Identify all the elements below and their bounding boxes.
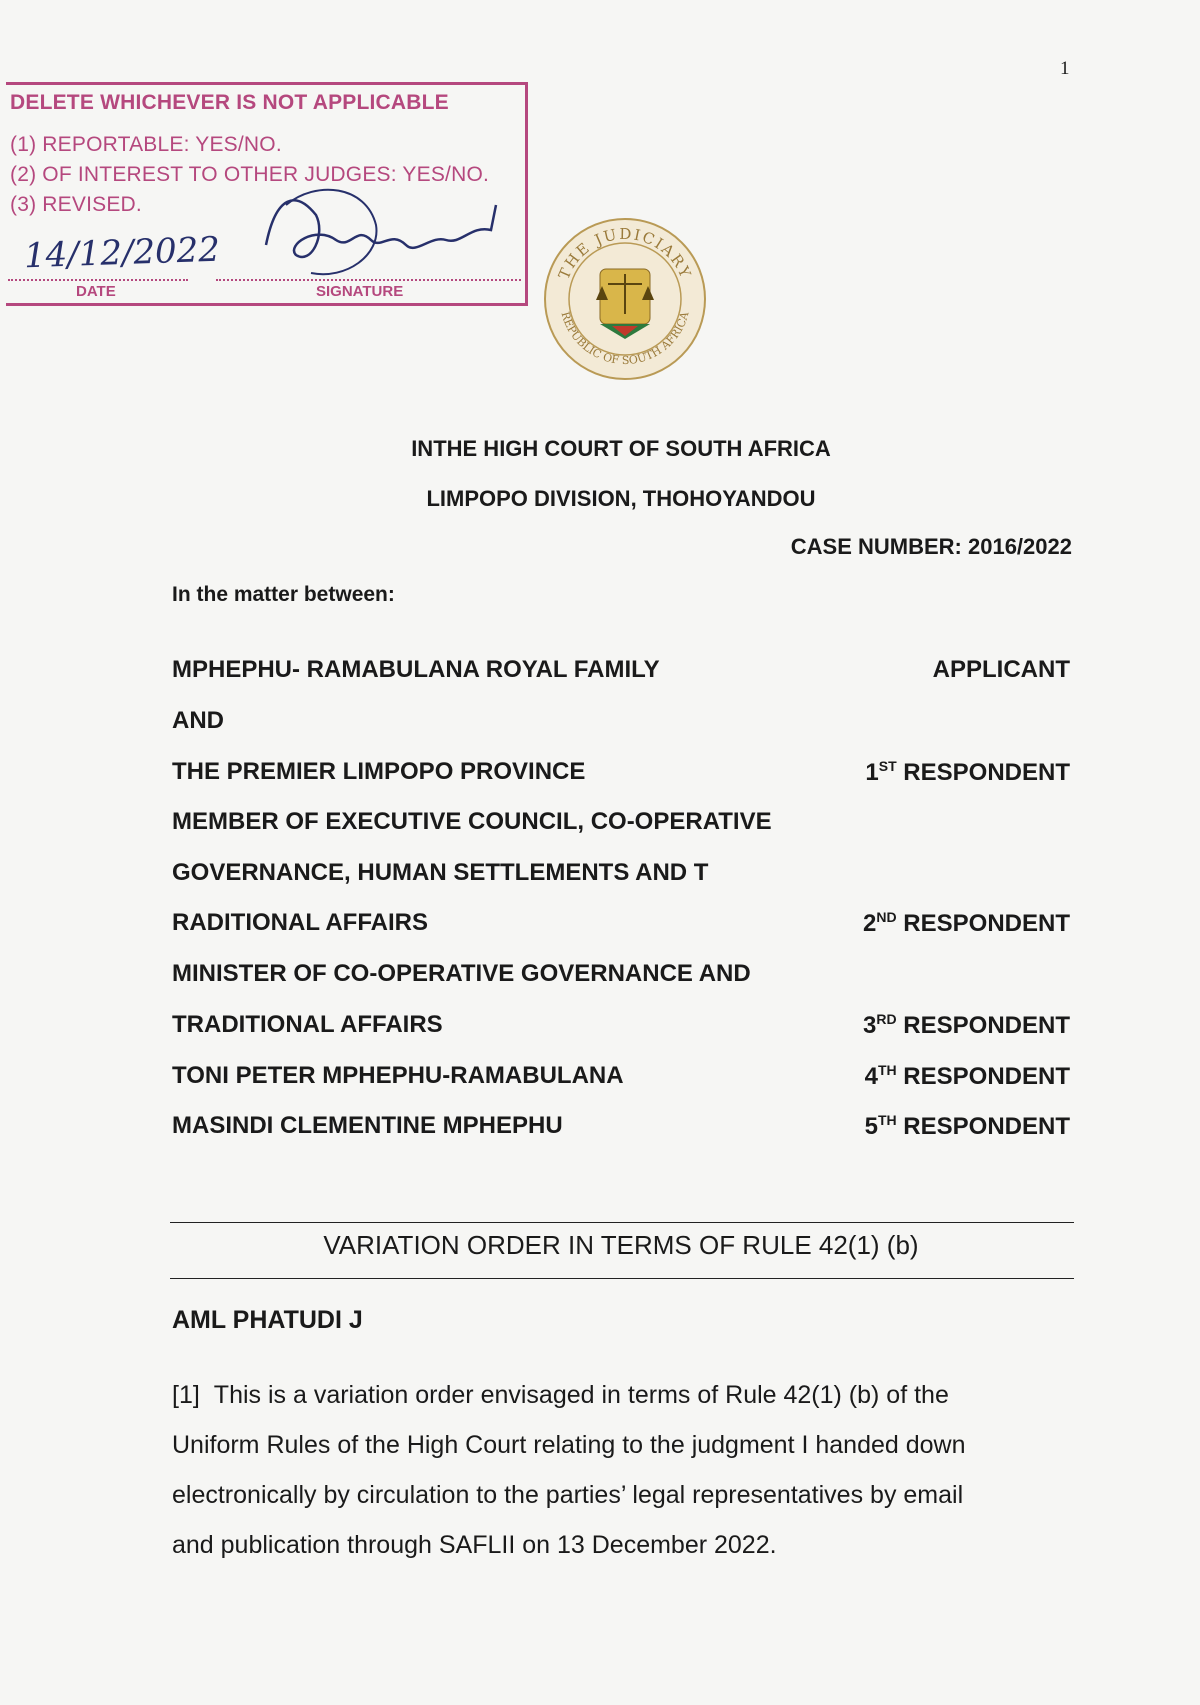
handwritten-signature	[256, 185, 516, 295]
judge-name: AML PHATUDI J	[172, 1306, 363, 1334]
judiciary-seal-icon	[540, 214, 710, 384]
respondent-2-name-line3: RADITIONAL AFFAIRS	[172, 909, 428, 936]
respondent-1-role: 1ST RESPONDENT	[865, 758, 1070, 786]
stamp-reportable: (1) REPORTABLE: YES/NO.	[10, 133, 282, 156]
stamp-signature-label: SIGNATURE	[316, 283, 404, 300]
respondent-4-name: TONI PETER MPHEPHU-RAMABULANA	[172, 1062, 624, 1089]
stamp-date-label: DATE	[76, 283, 116, 300]
court-division: LIMPOPO DIVISION, THOHOYANDOU	[426, 486, 816, 511]
applicant-role: APPLICANT	[932, 656, 1070, 683]
paragraph-number: [1]	[172, 1381, 200, 1409]
seal-top-text: THE JUDICIARY	[554, 224, 696, 282]
seal-bottom-text: REPUBLIC OF SOUTH AFRICA	[558, 310, 692, 368]
stamp-interest: (2) OF INTEREST TO OTHER JUDGES: YES/NO.	[10, 163, 490, 186]
paragraph-line: [1] This is a variation order envisaged in terms of Rule 42(1) (b) of the	[172, 1381, 949, 1409]
respondent-1-name: THE PREMIER LIMPOPO PROVINCE	[172, 758, 586, 785]
respondent-4-role: 4TH RESPONDENT	[864, 1062, 1070, 1090]
stamp-title: DELETE WHICHEVER IS NOT APPLICABLE	[10, 91, 449, 114]
page-number: 1	[1060, 58, 1070, 79]
order-title-bottom-rule	[170, 1278, 1074, 1279]
paragraph-1	[172, 1370, 1082, 1570]
order-title: VARIATION ORDER IN TERMS OF RULE 42(1) (b)	[323, 1230, 919, 1260]
case-number: CASE NUMBER: 2016/2022	[790, 534, 1072, 559]
paragraph-line: Uniform Rules of the High Court relating to the judgment I handed down	[172, 1431, 966, 1459]
court-name: INTHE HIGH COURT OF SOUTH AFRICA	[411, 436, 831, 461]
and-separator: AND	[172, 707, 224, 734]
stamp-revised: (3) REVISED.	[10, 193, 142, 216]
paragraph-line: electronically by circulation to the parties’ legal representatives by email	[172, 1481, 964, 1509]
respondent-5-role: 5TH RESPONDENT	[864, 1112, 1070, 1140]
reportability-stamp	[6, 82, 528, 306]
applicant-name: MPHEPHU- RAMABULANA ROYAL FAMILY	[172, 656, 660, 683]
respondent-3-name-line1: MINISTER OF CO-OPERATIVE GOVERNANCE AND	[172, 960, 751, 987]
respondent-3-role: 3RD RESPONDENT	[863, 1011, 1070, 1039]
respondent-2-name-line1: MEMBER OF EXECUTIVE COUNCIL, CO-OPERATIVE	[172, 808, 772, 835]
paragraph-line: and publication through SAFLII on 13 December 2022.	[172, 1531, 777, 1559]
order-title-top-rule	[170, 1222, 1074, 1223]
respondent-5-name: MASINDI CLEMENTINE MPHEPHU	[172, 1112, 563, 1139]
respondent-2-role: 2ND RESPONDENT	[863, 909, 1070, 937]
stamp-date-rule	[8, 279, 188, 281]
respondent-2-name-line2: GOVERNANCE, HUMAN SETTLEMENTS AND T	[172, 859, 709, 886]
stamp-date-value: 14/12/2022	[23, 229, 221, 277]
matter-intro: In the matter between:	[172, 583, 395, 606]
respondent-3-name-line2: TRADITIONAL AFFAIRS	[172, 1011, 443, 1038]
